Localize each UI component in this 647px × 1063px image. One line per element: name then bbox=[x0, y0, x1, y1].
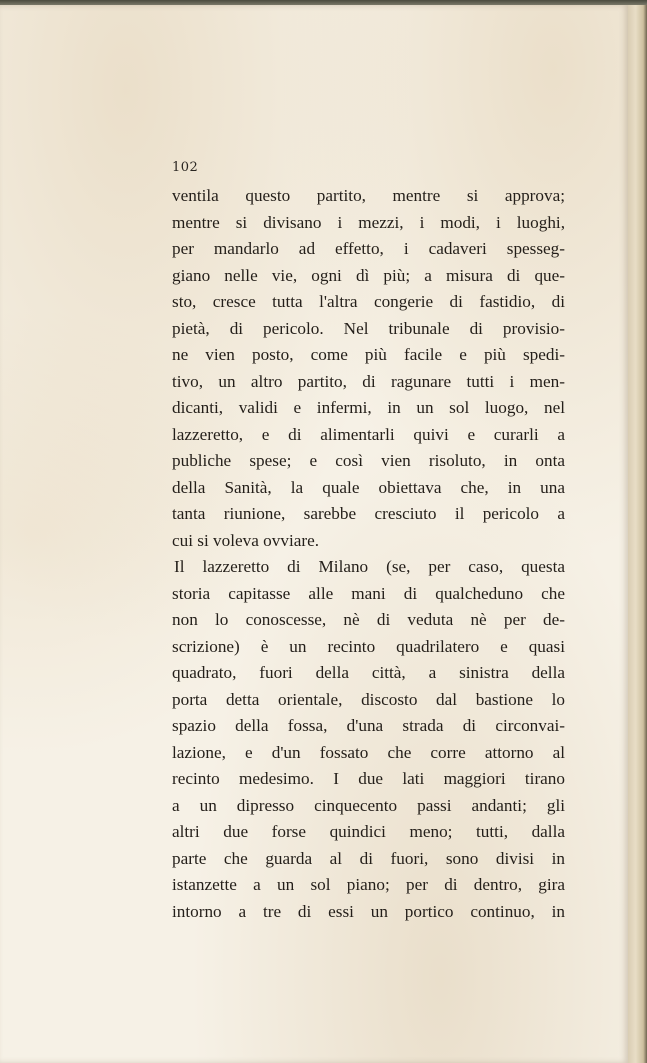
text-line: storia capitasse alle mani di qualcheduno che bbox=[172, 583, 565, 603]
text-line: giano nelle vie, ogni dì più; a misura di que- bbox=[172, 265, 565, 285]
text-line: quadrato, fuori della città, a sinistra della bbox=[172, 663, 565, 682]
text-line: istanzette a un sol piano; per di dentro, gira bbox=[172, 875, 565, 894]
text-line: a un dipresso cinquecento passi andanti; gli bbox=[172, 795, 565, 815]
text-line: parte che guarda al di fuori, sono divisi in bbox=[172, 848, 565, 868]
text-line: lazione, e d'un fossato che corre attorno al bbox=[172, 742, 565, 762]
text-line: publiche spese; e così vien risoluto, in onta bbox=[172, 451, 565, 470]
text-line: tanta riunione, sarebbe cresciuto il pericolo a bbox=[172, 504, 565, 523]
text-line: tivo, un altro partito, di ragunare tutti i men- bbox=[172, 371, 565, 391]
text-line: Il lazzeretto di Milano (se, per caso, questa bbox=[174, 557, 565, 576]
text-line: ne vien posto, come più facile e più spedi- bbox=[172, 345, 565, 364]
text-line: cui si voleva ovviare. bbox=[172, 530, 320, 550]
text-line: per mandarlo ad effetto, i cadaveri spesseg- bbox=[172, 239, 565, 258]
page-fore-edge bbox=[628, 5, 647, 1063]
text-line: altri due forse quindici meno; tutti, dalla bbox=[172, 822, 565, 841]
text-line: sto, cresce tutta l'altra congerie di fastidio, di bbox=[172, 292, 565, 311]
text-line: lazzeretto, e di alimentarli quivi e curarli a bbox=[172, 424, 565, 444]
text-line: scrizione) è un recinto quadrilatero e quasi bbox=[172, 636, 565, 656]
text-line: della Sanità, la quale obiettava che, in una bbox=[172, 477, 565, 497]
body-text bbox=[172, 183, 565, 925]
text-line: ventila questo partito, mentre si approva; bbox=[172, 186, 565, 205]
text-line: non lo conoscesse, nè di veduta nè per de- bbox=[172, 610, 565, 629]
text-line: mentre si divisano i mezzi, i modi, i luoghi, bbox=[172, 212, 565, 232]
text-line: pietà, di pericolo. Nel tribunale di provisio- bbox=[172, 318, 565, 338]
text-line: dicanti, validi e infermi, in un sol luogo, nel bbox=[172, 398, 565, 417]
text-line: spazio della fossa, d'una strada di circonvai- bbox=[172, 716, 565, 735]
page-number: 102 bbox=[172, 160, 199, 175]
text-line: recinto medesimo. I due lati maggiori tirano bbox=[172, 769, 565, 788]
text-line: porta detta orientale, discosto dal bastione lo bbox=[172, 689, 565, 709]
text-line: intorno a tre di essi un portico continuo, in bbox=[172, 901, 565, 921]
